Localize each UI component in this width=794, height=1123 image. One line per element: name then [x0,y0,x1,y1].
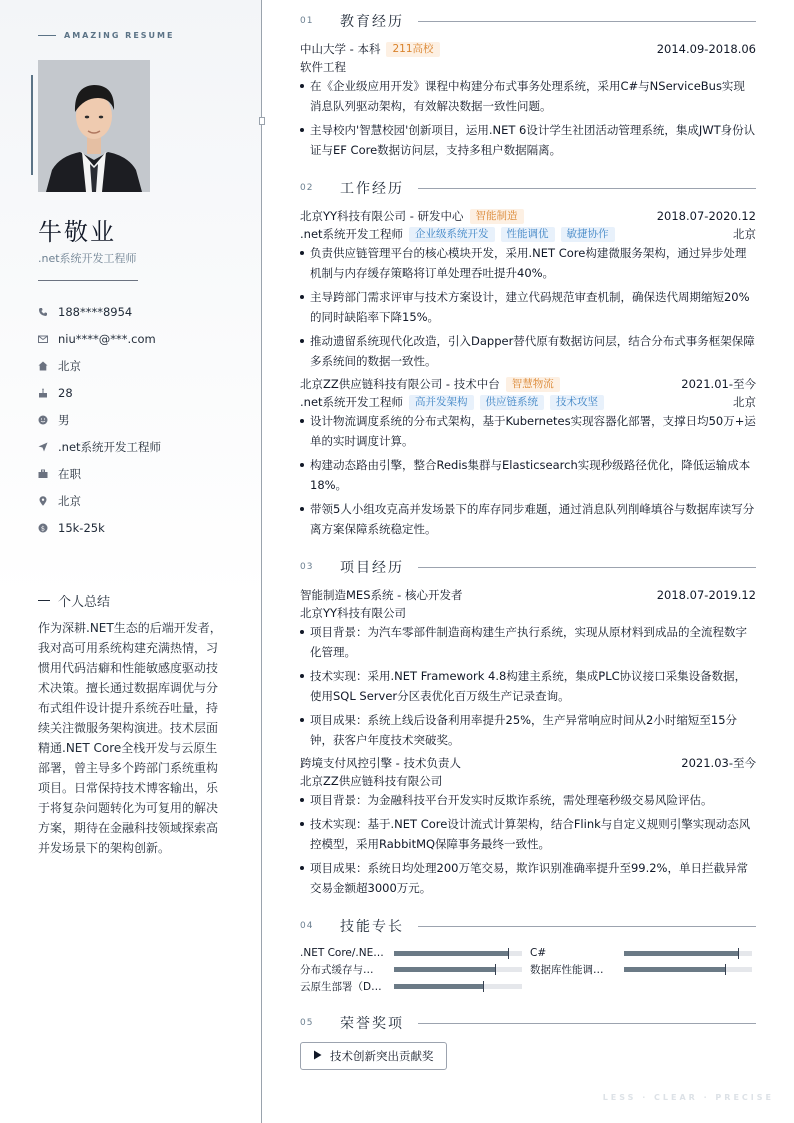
skill-name: 数据库性能调… [530,963,604,976]
skill-tag: 供应链系统 [480,395,545,410]
award-badge [300,1042,447,1070]
list-item: 构建动态路由引擎，整合Redis集群与Elasticsearch实现秒级路径优化，降低运输成本18%。 [300,455,756,495]
photo-accent-bar [31,75,33,175]
project-org-row [300,772,756,790]
full-name: 牛敬业 [38,218,116,246]
sidebar [0,0,262,1123]
work-role-row [300,393,756,411]
section-rule [418,188,756,189]
skill-bar-fill [394,984,484,989]
industry-tag: 智慧物流 [506,377,560,392]
contact-text: .net系统开发工程师 [58,439,162,454]
list-item: 设计物流调度系统的分布式架构，基于Kubernetes实现容器化部署，支撑日均50万+运单的实时调度计算。 [300,411,756,451]
skill-bar-fill [394,967,496,972]
project-entry [300,754,756,902]
project-org: 北京ZZ供应链科技有限公司 [300,774,443,788]
skill-bar [394,967,522,972]
education-bullets [300,76,756,160]
contact-text: 在职 [58,466,81,481]
project-name: 智能制造MES系统 - 核心开发者 [300,588,463,602]
contact-salary [38,514,248,541]
salary-icon [38,523,58,533]
cake-icon [38,388,58,398]
skill-tag: 企业级系统开发 [409,227,495,242]
list-item: 带领5人小组攻克高并发场景下的库存同步难题，通过消息队列削峰填谷与数据库读写分离方案保障系统稳定性。 [300,499,756,539]
list-item: 项目背景：为金融科技平台开发实时反欺诈系统，需处理毫秒级交易风险评估。 [300,790,756,810]
contact-text: 男 [58,412,70,427]
section-rule [418,1023,756,1024]
contact-email [38,325,248,352]
contact-location [38,487,248,514]
home-icon [38,361,58,371]
skill-item [530,962,752,976]
person-photo-icon [38,60,150,192]
section-title: 技能专长 [340,919,404,935]
section-number: 02 [300,183,314,193]
list-item: 在《企业级应用开发》课程中构建分布式事务处理系统，采用C#与NServiceBus实现消息队列驱动架构，有效解决数据一致性问题。 [300,76,756,116]
section-rule [418,21,756,22]
work-role-row [300,225,756,243]
company-name: 北京ZZ供应链科技有限公司 - 技术中台 [300,377,500,391]
brand [38,31,174,40]
contact-gender [38,406,248,433]
project-org: 北京YY科技有限公司 [300,606,407,620]
section-work-header [300,178,756,198]
contact-text: 15k-25k [58,520,105,535]
summary-line [38,600,50,601]
work-header-row [300,375,756,393]
work-entry [300,207,756,375]
skill-bar-fill [624,951,739,956]
contact-text: 188****8954 [58,304,133,319]
section-projects-header [300,557,756,577]
project-header-row [300,754,756,772]
skill-item [300,979,522,993]
phone-icon [38,307,58,317]
work-bullets [300,243,756,371]
skill-tag: 技术攻坚 [550,395,604,410]
play-icon [313,1049,322,1063]
section-number: 03 [300,562,314,572]
list-item: 推动遗留系统现代化改造，引入Dapper替代原有数据访问层，结合分布式事务框架保障多系统间的数据一致性。 [300,331,756,371]
work-city: 北京 [733,227,756,241]
section-rule [418,926,756,927]
summary-heading [38,591,110,610]
role: .net系统开发工程师 [300,395,404,409]
section-rule [418,567,756,568]
education-major-row [300,58,756,76]
sidebar-edge-mark [259,117,265,125]
section-title: 荣誉奖项 [340,1016,404,1032]
summary-title: 个人总结 [58,595,111,610]
project-date: 2021.03-至今 [681,756,756,770]
project-org-row [300,604,756,622]
contact-status [38,460,248,487]
list-item: 主导跨部门需求评审与技术方案设计，建立代码规范审查机制，确保迭代周期缩短20%的同时缺陷率下降15%。 [300,287,756,327]
skill-name: 分布式缓存与… [300,963,374,976]
education-header-row [300,40,756,58]
project-entry [300,586,756,754]
contact-text: 北京 [58,493,81,508]
list-item: 负责供应链管理平台的核心模块开发，采用.NET Core构建微服务架构，通过异步处理机制与内存缓存策略将订单处理吞吐提升40%。 [300,243,756,283]
project-bullets [300,790,756,898]
skill-item [300,946,522,960]
section-number: 01 [300,16,314,26]
list-item: 技术实现：基于.NET Core设计流式计算架构，结合Flink与自定义规则引擎实现动态风控模型，采用RabbitMQ保障事务最终一致性。 [300,814,756,854]
section-title: 工作经历 [340,181,404,197]
section-honors-header [300,1013,756,1033]
skill-name: 云原生部署（D… [300,980,382,993]
sidebar-divider [38,280,138,281]
work-city: 北京 [733,395,756,409]
send-icon [38,442,58,452]
skill-item [530,946,752,960]
award-label: 技术创新突出贡献奖 [330,1049,434,1063]
section-skills-header [300,916,756,936]
section-number: 05 [300,1018,314,1028]
list-item: 项目成果：系统上线后设备利用率提升25%，生产异常响应时间从2小时缩短至15分钟，获客户年度技术突破奖。 [300,710,756,750]
skill-bar [624,967,752,972]
skill-tag: 敏捷协作 [561,227,615,242]
skill-bar-fill [624,967,726,972]
section-number: 04 [300,921,314,931]
brand-text: AMAZING RESUME [64,31,175,40]
smile-icon [38,415,58,425]
skill-name: C# [530,947,547,959]
project-date: 2018.07-2019.12 [656,588,756,602]
skill-bar-fill [394,951,509,956]
contact-text: niu****@***.com [58,331,156,346]
skill-bar [394,951,522,956]
section-education-header [300,11,756,31]
contact-position [38,433,248,460]
section-title: 教育经历 [340,14,404,30]
work-date: 2018.07-2020.12 [656,209,756,223]
project-header-row [300,586,756,604]
contact-text: 北京 [58,358,81,373]
mail-icon [38,334,58,344]
school-tag: 211高校 [386,42,439,57]
role: .net系统开发工程师 [300,227,404,241]
skill-item [300,962,522,976]
school-name: 中山大学 - 本科 [300,42,381,56]
contact-city [38,352,248,379]
list-item: 主导校内'智慧校园'创新项目，运用.NET 6设计学生社团活动管理系统，集成JWT身份认证与EF Core数据访问层，支持多租户数据隔离。 [300,120,756,160]
skill-tag: 高并发架构 [409,395,474,410]
avatar [38,60,150,192]
skill-bar [394,984,522,989]
contact-age [38,379,248,406]
footer-tagline: LESS · CLEAR · PRECISE [602,1093,774,1102]
education-date: 2014.09-2018.06 [656,42,756,56]
list-item: 项目成果：系统日均处理200万笔交易，欺诈识别准确率提升至99.2%，单日拦截异常交易金额超3000万元。 [300,858,756,898]
briefcase-icon [38,469,58,479]
location-icon [38,496,58,506]
skill-bar [624,951,752,956]
skill-name: .NET Core/.NE… [300,947,384,959]
list-item: 技术实现：采用.NET Framework 4.8构建主系统，集成PLC协议接口采集设备数据，使用SQL Server分区表优化百万级生产记录查询。 [300,666,756,706]
job-title: .net系统开发工程师 [38,252,137,265]
svg-text:$: $ [40,523,46,532]
section-title: 项目经历 [340,560,404,576]
work-bullets [300,411,756,539]
skill-tag: 性能调优 [501,227,555,242]
profile-photo [38,60,150,192]
work-header-row [300,207,756,225]
project-name: 跨境支付风控引擎 - 技术负责人 [300,756,461,770]
project-bullets [300,622,756,750]
industry-tag: 智能制造 [470,209,524,224]
work-date: 2021.01-至今 [681,377,756,391]
contact-list [38,298,248,541]
contact-text: 28 [58,385,73,400]
brand-line [38,35,56,36]
summary-text: 作为深耕.NET生态的后端开发者，我对高可用系统构建充满热情，习惯用代码洁癖和性能敏感度驱动技术决策。擅长通过数据库调优与分布式组件设计提升系统吞吐量，持续关注微服务架构演进。技术层面精通.NET Core全栈开发与云原生部署，曾主导多个跨部门系统重构项目。日常保持技术博客输出，乐于将复杂问题转化为可复用的解决方案，期待在金融科技领域探索高并发场景下的架构创新。 [38,621,222,855]
major: 软件工程 [300,60,346,74]
work-entry [300,375,756,543]
education-entry [300,40,756,164]
company-name: 北京YY科技有限公司 - 研发中心 [300,209,464,223]
list-item: 项目背景：为汽车零部件制造商构建生产执行系统，实现从原材料到成品的全流程数字化管理。 [300,622,756,662]
contact-phone [38,298,248,325]
